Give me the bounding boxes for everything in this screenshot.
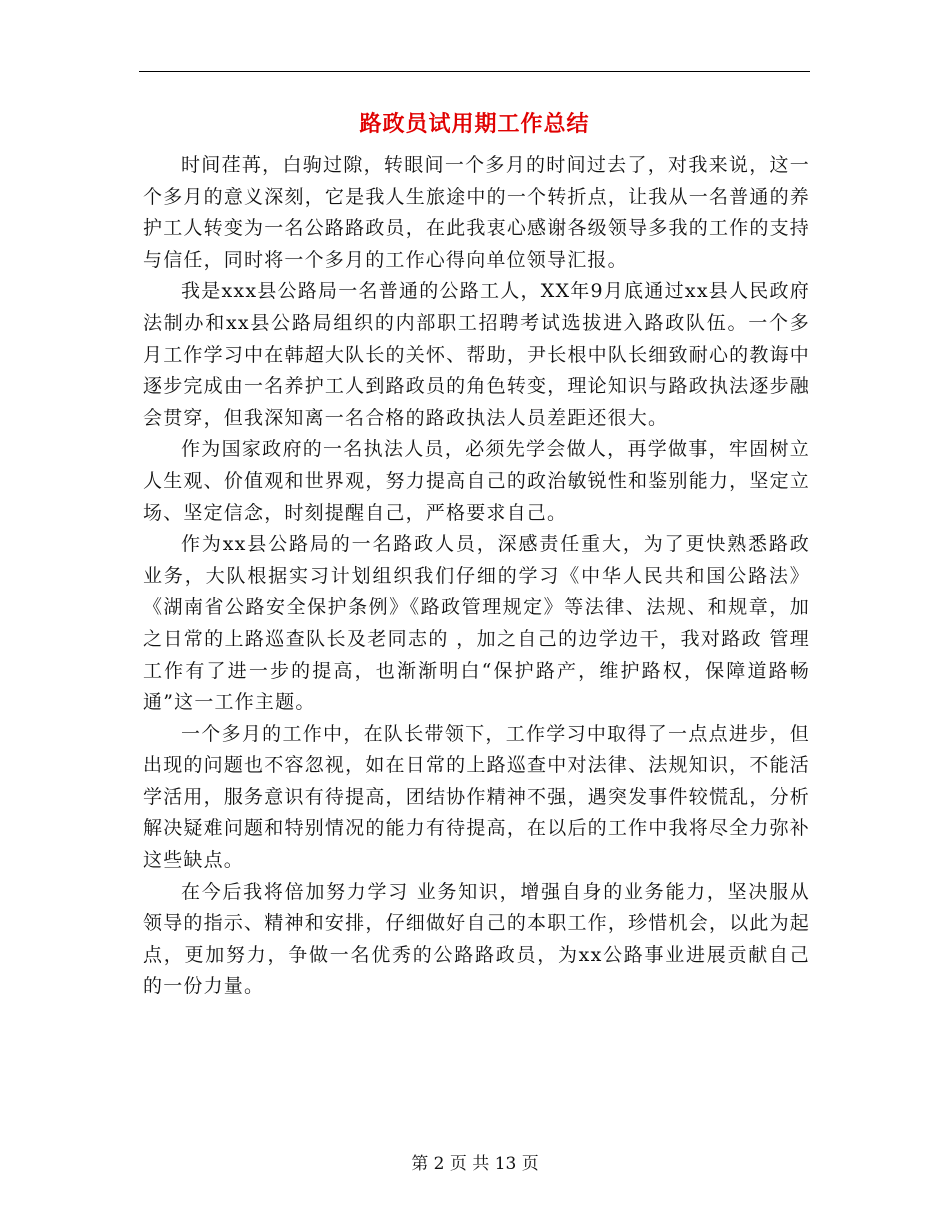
document-body bbox=[143, 150, 810, 1003]
paragraph-background: 我是xxx县公路局一名普通的公路工人，XX年9月底通过xx县人民政府法制办和xx县公路局组织的内部职工招聘考试选拔进入路政队伍。一个多月工作学习中在韩超大队长的关怀、帮助，尹长根中队长细致耐心的教诲中逐步完成由一名养护工人到路政员的角色转变，理论知识与路政执法逐步融会贯穿，但我深知离一名合格的路政执法人员差距还很大。 bbox=[143, 280, 810, 429]
paragraph-shortcomings: 一个多月的工作中，在队长带领下，工作学习中取得了一点点进步，但出现的问题也不容忽视，如在日常的上路巡查中对法律、法规知识，不能活学活用，服务意识有待提高，团结协作精神不强，遇突发事件较慌乱，分析解决疑难问题和特别情况的能力有待提高，在以后的工作中我将尽全力弥补这些缺点。 bbox=[143, 722, 810, 872]
header-rule bbox=[139, 71, 810, 72]
paragraph-study: 作为xx县公路局的一名路政人员，深感责任重大，为了更快熟悉路政业务，大队根据实习计划组织我们仔细的学习《中华人民共和国公路法》《湖南省公路安全保护条例》《路政管理规定》等法律、法规、和规章，加之日常的上路巡查队长及老同志的 ，加之自己的边学边干，我对路政 管理工作有了进一步的提高，也渐渐明白“保护路产，维护路权，保障道路畅通”这一工作主题。 bbox=[143, 533, 810, 714]
document-title: 路政员试用期工作总结 bbox=[359, 112, 590, 137]
page-number: 第 2 页 共 13 页 bbox=[411, 1154, 539, 1174]
paragraph-values: 作为国家政府的一名执法人员，必须先学会做人，再学做事，牢固树立人生观、价值观和世界观，努力提高自己的政治敏锐性和鉴别能力，坚定立场、坚定信念，时刻提醒自己，严格要求自己。 bbox=[143, 438, 810, 524]
paragraph-intro: 时间荏苒，白驹过隙，转眼间一个多月的时间过去了，对我来说，这一个多月的意义深刻，它是我人生旅途中的一个转折点，让我从一名普通的养护工人转变为一名公路路政员，在此我衷心感谢各级领导多我的工作的支持与信任，同时将一个多月的工作心得向单位领导汇报。 bbox=[143, 154, 810, 271]
paragraph-future: 在今后我将倍加努力学习 业务知识，增强自身的业务能力，坚决服从领导的指示、精神和安排，仔细做好自己的本职工作，珍惜机会，以此为起点，更加努力，争做一名优秀的公路路政员，为xx公路事业进展贡献自己的一份力量。 bbox=[143, 880, 810, 998]
